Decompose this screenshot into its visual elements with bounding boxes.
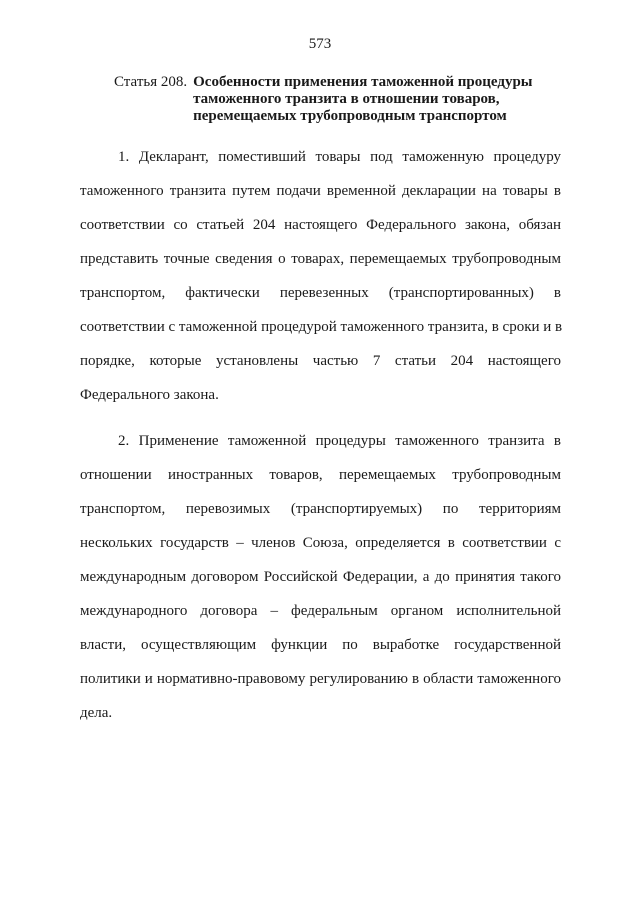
text-line: транспортом, перевозимых (транспортируемых) по территориям (80, 501, 561, 517)
paragraph-1 (80, 140, 561, 412)
text-line: Федерального закона. (80, 387, 219, 403)
article-title-line: таможенного транзита в отношении товаров, (193, 91, 500, 107)
text-line: транспортом, фактически перевезенных (транспортированных) в (80, 285, 561, 301)
text-line: власти, осуществляющим функции по выработке государственной (80, 637, 561, 653)
text-line: международного договора – федеральным органом исполнительной (80, 603, 561, 619)
text-line: порядке, которые установлены частью 7 статьи 204 настоящего (80, 353, 561, 369)
article-title (193, 74, 532, 125)
article-body (80, 140, 561, 730)
text-line: отношении иностранных товаров, перемещаемых трубопроводным (80, 467, 561, 483)
paragraph-2 (80, 424, 561, 730)
text-line: политики и нормативно-правовому регулированию в области таможенного (80, 671, 561, 687)
article-title-line: Особенности применения таможенной процедуры (193, 74, 533, 90)
paragraph-gap (80, 412, 561, 424)
text-line: международным договором Российской Федерации, а до принятия такого (80, 569, 561, 585)
text-line: дела. (80, 705, 113, 721)
article-header (114, 74, 584, 125)
text-line: таможенного транзита путем подачи временной декларации на товары в (80, 183, 561, 199)
text-line: нескольких государств – членов Союза, определяется в соответствии с (80, 535, 561, 551)
text-line: 1. Декларант, поместивший товары под таможенную процедуру (118, 149, 561, 165)
article-label: Статья 208. (114, 74, 188, 90)
text-line: 2. Применение таможенной процедуры таможенного транзита в (118, 433, 561, 449)
text-line: представить точные сведения о товарах, перемещаемых трубопроводным (80, 251, 561, 267)
text-line: соответствии с таможенной процедурой таможенного транзита, в сроки и в (80, 319, 563, 335)
article-title-line: перемещаемых трубопроводным транспортом (193, 108, 507, 124)
text-line: соответствии со статьей 204 настоящего Федерального закона, обязан (80, 217, 561, 233)
page-number: 573 (308, 36, 332, 52)
